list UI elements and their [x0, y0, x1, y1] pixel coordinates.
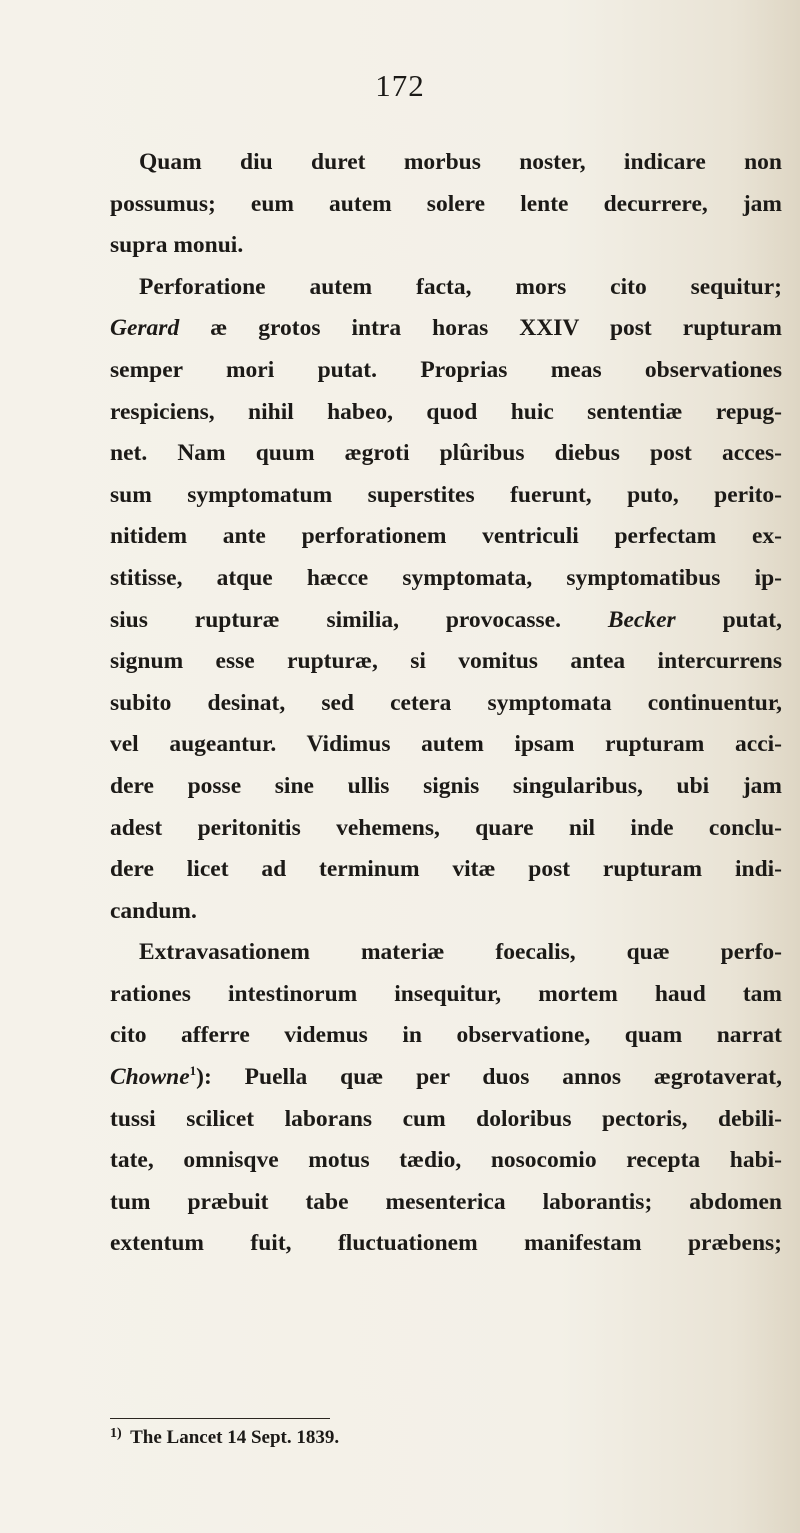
footnote-divider — [110, 1418, 330, 1419]
text-line-with-name — [110, 600, 782, 642]
text-line-with-name — [110, 308, 782, 350]
text-line: Quam diu duret morbus noster, indicare non — [139, 149, 782, 175]
text-line: signum esse rupturæ, si vomitus antea intercurrens — [110, 648, 782, 675]
text-line: respiciens, nihil habeo, quod huic sententiæ repug- — [110, 398, 782, 425]
text-line: net. Nam quum ægroti plûribus diebus post acces- — [110, 440, 782, 467]
text-line: stitisse, atque hæcce symptomata, symptomatibus ip- — [110, 564, 782, 591]
text-line: dere licet ad terminum vitæ post rupturam indi- — [110, 856, 782, 883]
text-line: nitidem ante perforationem ventriculi perfectam ex- — [110, 523, 782, 550]
text-line: tate, omnisqve motus tædio, nosocomio recepta habi- — [110, 1147, 782, 1174]
text-line: subito desinat, sed cetera symptomata continuentur, — [110, 689, 782, 716]
author-name-chowne: Chowne — [110, 1064, 190, 1091]
text-line: cito afferre videmus in observatione, quam narrat — [110, 1022, 782, 1049]
text-line: semper mori putat. Proprias meas observationes — [110, 356, 782, 383]
text-line: supra monui. — [110, 232, 244, 259]
text-line: Extravasationem materiæ foecalis, quæ perfo- — [139, 939, 782, 966]
text-line-with-name — [110, 1057, 782, 1099]
footnote — [110, 1426, 339, 1449]
text-line-rest: ): Puella quæ per duos annos ægrotaverat, — [196, 1064, 782, 1091]
text-line: Perforatione autem facta, mors cito sequitur; — [139, 273, 782, 300]
footnote-reference: 1 — [189, 1063, 197, 1079]
text-line: extentum fuit, fluctuationem manifestam præbens; — [110, 1230, 782, 1257]
text-line: tussi scilicet laborans cum doloribus pectoris, debili- — [110, 1105, 782, 1132]
author-name-gerard: Gerard — [110, 315, 180, 342]
text-line: rationes intestinorum insequitur, mortem haud tam — [110, 980, 782, 1007]
page-number: 172 — [375, 68, 425, 103]
text-line-rest: æ grotos intra horas XXIV post rupturam — [210, 315, 783, 342]
text-line: sum symptomatum superstites fuerunt, puto, perito- — [110, 481, 782, 508]
text-line: vel augeantur. Vidimus autem ipsam rupturam acci- — [110, 731, 782, 758]
text-line: possumus; eum autem solere lente decurrere, jam — [110, 190, 782, 217]
body-text — [110, 142, 782, 1265]
author-name-becker: Becker — [607, 606, 676, 633]
text-line-rest: putat, — [675, 606, 782, 633]
text-line: tum præbuit tabe mesenterica laborantis; abdomen — [110, 1188, 782, 1215]
text-line-start: sius rupturæ similia, provocasse. — [110, 606, 561, 633]
footnote-mark: 1) — [110, 1426, 122, 1441]
footnote-text: The Lancet 14 Sept. 1839. — [130, 1427, 340, 1448]
text-line: dere posse sine ullis signis singularibus, ubi jam — [110, 772, 782, 799]
text-line: adest peritonitis vehemens, quare nil inde conclu- — [110, 814, 782, 841]
text-line: candum. — [110, 897, 197, 924]
